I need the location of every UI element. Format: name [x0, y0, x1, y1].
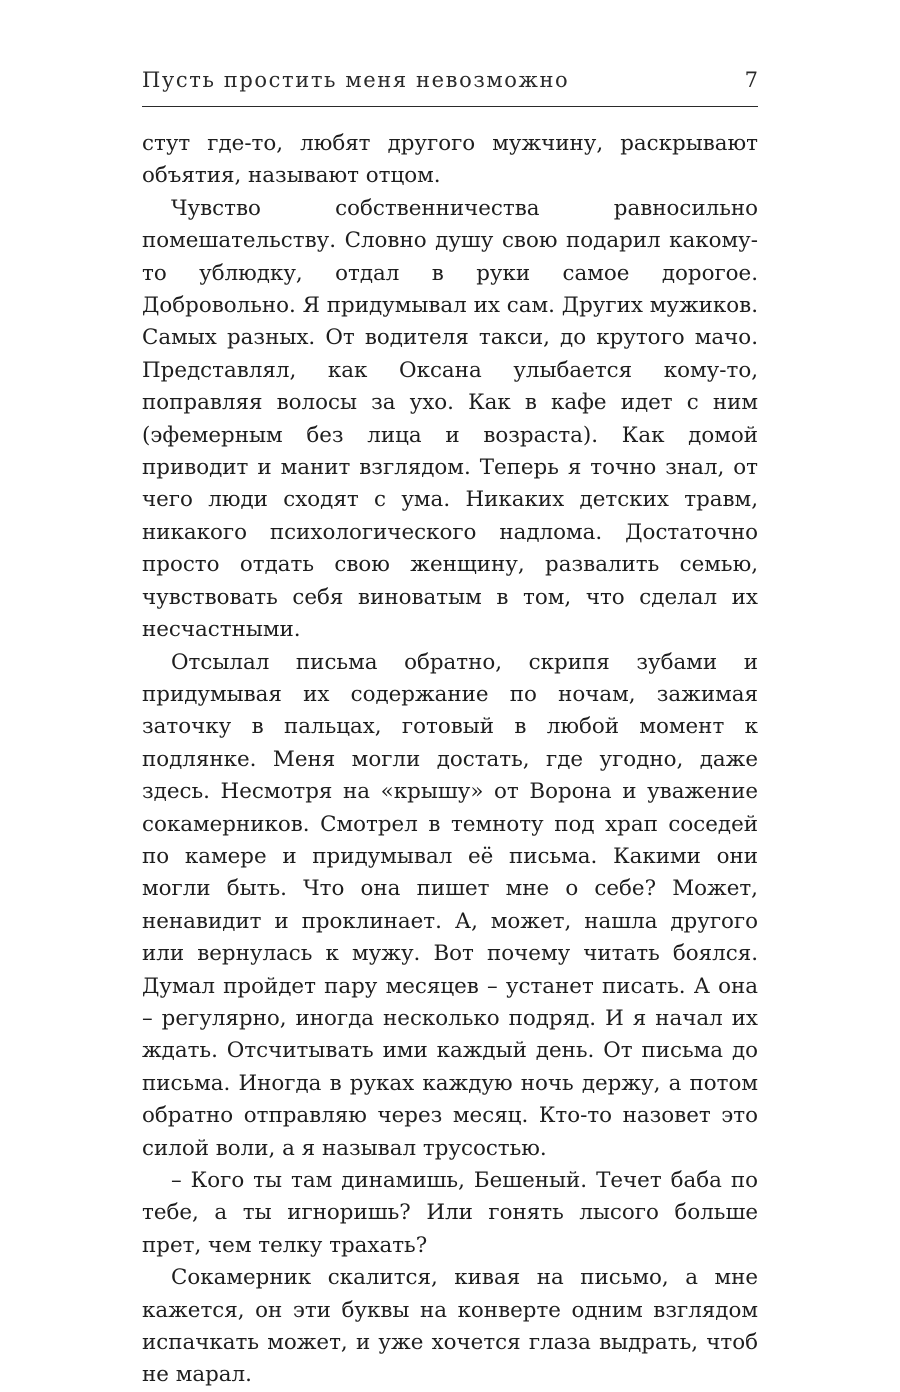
dialogue-line: – Кого ты там динамишь, Бешеный. Течет баба по тебе, а ты игноришь? Или гонять лысого больше прет, чем телку трахать? — [142, 1168, 758, 1258]
running-header — [142, 66, 758, 107]
paragraph-3: Отсылал письма обратно, скрипя зубами и придумывая их содержание по ночам, зажимая заточку в пальцах, готовый в любой момент к подлянке. Меня могли достать, где угодно, даже здесь. Несмотря на «крышу» от Ворона и уважение сокамерников. Смотрел в темноту под храп соседей по камере и придумывал её письма. Какими они могли быть. Что она пишет мне о себе? Может, ненавидит и проклинает. А, может, нашла другого или вернулась к мужу. Вот почему читать боялся. Думал пройдет пару месяцев – устанет писать. А она – регулярно, иногда несколько подряд. И я начал их ждать. Отсчитывать ими каждый день. От письма до письма. Иногда в руках каждую ночь держу, а потом обратно отправляю через месяц. Кто-то назовет это силой воли, а я называл трусостью. — [142, 649, 758, 1161]
paragraph-1: стут где-то, любят другого мужчину, раскрывают объятия, называют отцом. — [142, 131, 758, 189]
body-text — [142, 128, 758, 1392]
paragraph-2: Чувство собственничества равносильно помешательству. Словно душу свою подарил какому-то ублюдку, отдал в руки самое дорогое. Добровольно. Я придумывал их сам. Других мужиков. Самых разных. От водителя такси, до крутого мачо. Представлял, как Оксана улыбается кому-то, поправляя волосы за ухо. Как в кафе идет с ним (эфемерным без лица и возраста). Как домой приводит и манит взглядом. Теперь я точно знал, от чего люди сходят с ума. Никаких детских травм, никакого психологического надлома. Достаточно просто отдать свою женщину, развалить семью, чувствовать себя виноватым в том, что сделал их несчастными. — [142, 195, 758, 643]
running-title: Пусть простить меня невозможно — [142, 68, 570, 92]
paragraph-5: Сокамерник скалится, кивая на письмо, а мне кажется, он эти буквы на конверте одним взглядом испачкать может, и уже хочется глаза выдрать, чтоб не марал. — [142, 1265, 758, 1388]
page-number: 7 — [744, 68, 758, 92]
